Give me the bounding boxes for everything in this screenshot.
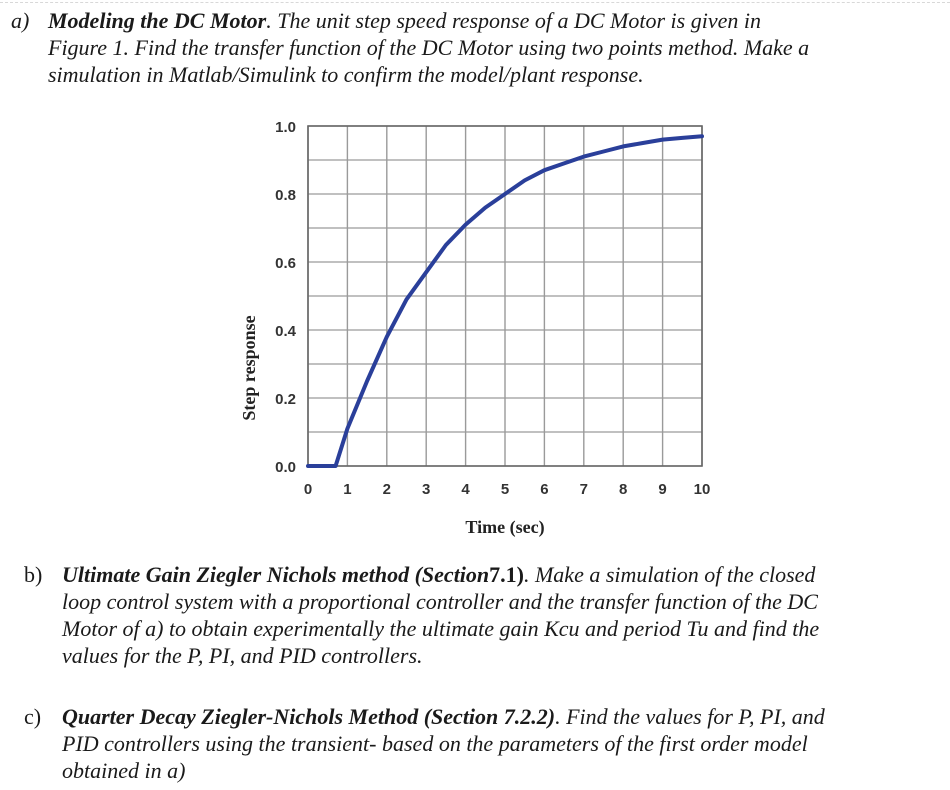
- question-b-title-number: 7.1): [489, 562, 524, 587]
- x-tick-label: 4: [461, 481, 470, 498]
- y-tick-label: 1.0: [275, 119, 296, 136]
- page-top-rule: [0, 2, 950, 3]
- y-axis-label: Step response: [239, 315, 259, 421]
- question-a-line-3: simulation in Matlab/Simulink to confirm the model/plant response.: [48, 62, 644, 87]
- question-b-line-4: values for the P, PI, and PID controllers.: [62, 643, 423, 668]
- question-a-body: [48, 7, 938, 88]
- x-tick-label: 2: [382, 481, 391, 498]
- question-c-title: Quarter Decay Ziegler-Nichols Method (Section 7.2.2): [62, 704, 556, 729]
- question-c-line-2: PID controllers using the transient- based on the parameters of the first order model: [62, 731, 808, 756]
- question-a-title: Modeling the DC Motor: [48, 8, 267, 33]
- x-tick-label: 0: [303, 481, 313, 498]
- question-c-body: [62, 703, 939, 784]
- x-tick-label: 3: [422, 481, 431, 498]
- x-tick-label: 6: [540, 481, 549, 498]
- y-tick-label: 0.4: [275, 323, 296, 340]
- y-tick-label: 0.0: [275, 459, 296, 476]
- question-b-label: b): [24, 562, 43, 587]
- x-tick-label: 1: [343, 481, 352, 498]
- y-tick-label: 0.6: [275, 255, 296, 272]
- question-a-line-1: . The unit step speed response of a DC Motor is given in: [266, 8, 761, 33]
- x-tick-label: 5: [500, 481, 510, 498]
- x-tick-label: 7: [579, 481, 588, 498]
- question-c-line-3: obtained in a): [62, 758, 186, 783]
- question-b-title: [62, 562, 524, 587]
- x-tick-label: 10: [693, 481, 711, 498]
- x-axis-label: Time (sec): [465, 517, 545, 537]
- question-c-line-1: . Find the values for P, PI, and: [555, 704, 825, 729]
- question-c-label: c): [24, 704, 42, 729]
- y-tick-label: 0.8: [275, 187, 296, 204]
- x-tick-label: 9: [658, 481, 667, 498]
- question-b-title-text: Ultimate Gain Ziegler Nichols method (Section: [62, 562, 490, 587]
- step-response-chart: [205, 108, 725, 548]
- question-b-line-2: loop control system with a proportional controller and the transfer function of the DC: [62, 589, 818, 614]
- question-a-label: a): [11, 8, 30, 33]
- step-response-figure: [205, 108, 725, 548]
- question-b-line-1: . Make a simulation of the closed: [523, 562, 816, 587]
- question-b-line-3: Motor of a) to obtain experimentally the ultimate gain Kcu and period Tu and find the: [62, 616, 820, 641]
- question-b-body: [62, 561, 939, 669]
- question-a-line-2: Figure 1. Find the transfer function of the DC Motor using two points method. Make a: [48, 35, 810, 60]
- y-tick-label: 0.2: [275, 391, 296, 408]
- x-tick-label: 8: [619, 481, 628, 498]
